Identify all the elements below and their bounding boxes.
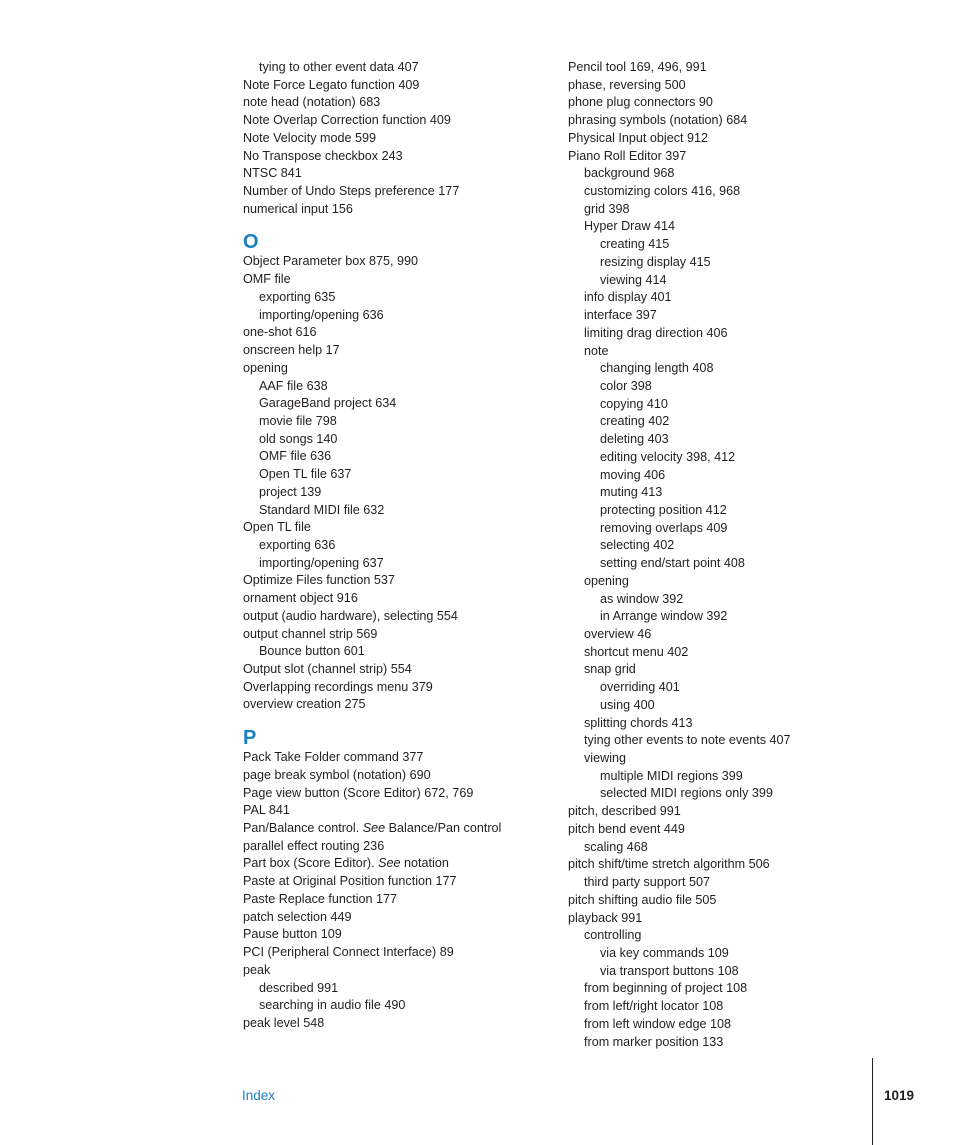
index-subentry: removing overlaps 409 — [600, 520, 728, 535]
index-subentry: project 139 — [259, 484, 322, 499]
index-subentry: described 991 — [259, 980, 339, 995]
index-subentry: background 968 — [584, 166, 675, 181]
index-subentry: using 400 — [600, 697, 655, 712]
index-entry: Object Parameter box 875, 990 — [243, 254, 419, 269]
index-entry: pitch shifting audio file 505 — [568, 892, 717, 907]
index-subentry: exporting 635 — [259, 289, 336, 304]
index-entry: Physical Input object 912 — [568, 130, 709, 145]
index-subentry: setting end/start point 408 — [600, 556, 745, 571]
see-target: notation — [400, 856, 449, 871]
index-entry: page break symbol (notation) 690 — [243, 767, 431, 782]
index-entry: Output slot (channel strip) 554 — [243, 662, 412, 676]
index-subentry: Open TL file 637 — [259, 467, 352, 482]
index-entry: overview creation 275 — [243, 697, 366, 712]
index-entry: PAL 841 — [243, 803, 290, 818]
index-subentry: editing velocity 398, 412 — [600, 449, 736, 464]
index-subentry: searching in audio file 490 — [259, 998, 406, 1013]
see-reference: See — [378, 856, 401, 871]
index-subentry: interface 397 — [584, 308, 657, 323]
see-reference: See — [362, 821, 386, 836]
index-subentry: color 398 — [600, 378, 652, 393]
entry-text: Part box (Score Editor). — [243, 856, 379, 871]
index-entry: output (audio hardware), selecting 554 — [243, 608, 458, 623]
index-subentry: overriding 401 — [600, 680, 680, 695]
index-subentry: selecting 402 — [600, 538, 675, 553]
index-subentry: opening — [584, 573, 629, 588]
index-subentry: from marker position 133 — [584, 1034, 724, 1049]
index-subentry: as window 392 — [600, 591, 684, 606]
index-subentry: old songs 140 — [259, 431, 338, 446]
index-subentry: third party support 507 — [584, 875, 711, 890]
index-subentry: Standard MIDI file 632 — [259, 502, 385, 517]
index-entry: onscreen help 17 — [243, 343, 340, 358]
index-subentry: snap grid — [584, 662, 636, 677]
index-entry: Paste Replace function 177 — [243, 891, 398, 906]
index-entry: Pencil tool 169, 496, 991 — [568, 60, 707, 74]
index-subentry: info display 401 — [584, 290, 672, 305]
index-entry — [243, 855, 543, 873]
entry-text: Pan/Balance control. — [243, 821, 363, 836]
index-entry: output channel strip 569 — [243, 626, 378, 641]
index-subentry: exporting 636 — [259, 537, 336, 552]
index-subentry: from beginning of project 108 — [584, 981, 748, 996]
index-entry: Pack Take Folder command 377 — [243, 750, 424, 765]
footer-divider — [872, 1058, 873, 1145]
index-entry: patch selection 449 — [243, 909, 352, 924]
index-entry: Note Force Legato function 409 — [243, 77, 420, 92]
index-subentry: viewing — [584, 751, 626, 766]
index-subentry: scaling 468 — [584, 839, 648, 854]
index-entry: Paste at Original Position function 177 — [243, 874, 457, 889]
index-entry: Note Velocity mode 599 — [243, 130, 377, 145]
index-subentry: overview 46 — [584, 627, 652, 641]
index-subentry: note — [584, 343, 609, 358]
index-entry: PCI (Peripheral Connect Interface) 89 — [243, 945, 454, 960]
page-number: 1019 — [884, 1088, 915, 1103]
index-entry: Piano Roll Editor 397 — [568, 148, 687, 163]
index-subentry: in Arrange window 392 — [600, 609, 728, 624]
index-subentry: tying to other event data 407 — [259, 60, 419, 74]
index-entry: pitch, described 991 — [568, 804, 681, 819]
index-entry: Page view button (Score Editor) 672, 769 — [243, 785, 474, 800]
index-column-right — [568, 59, 898, 1051]
index-subentry: resizing display 415 — [600, 254, 711, 269]
index-entry: opening — [243, 360, 288, 375]
index-subentry: protecting position 412 — [600, 502, 727, 517]
index-subentry: creating 402 — [600, 414, 670, 429]
index-entry: Open TL file — [243, 520, 311, 535]
index-entry: No Transpose checkbox 243 — [243, 148, 403, 163]
index-entry: Optimize Files function 537 — [243, 573, 395, 588]
index-subentry: splitting chords 413 — [584, 715, 693, 730]
index-subentry: changing length 408 — [600, 361, 714, 376]
section-letter-heading: O — [243, 231, 259, 254]
index-entry: phone plug connectors 90 — [568, 95, 713, 110]
index-entry: NTSC 841 — [243, 166, 302, 181]
index-subentry: limiting drag direction 406 — [584, 325, 728, 340]
index-entry: phase, reversing 500 — [568, 77, 686, 92]
index-subentry: multiple MIDI regions 399 — [600, 768, 743, 783]
index-subentry: Hyper Draw 414 — [584, 219, 675, 234]
index-subentry: copying 410 — [600, 396, 668, 411]
index-entry: Pause button 109 — [243, 927, 342, 942]
index-subentry: from left/right locator 108 — [584, 999, 724, 1014]
index-subentry: muting 413 — [600, 485, 663, 500]
index-entry: parallel effect routing 236 — [243, 838, 385, 853]
index-subentry: deleting 403 — [600, 432, 669, 447]
index-subentry: tying other events to note events 407 — [584, 733, 791, 748]
index-entry: Overlapping recordings menu 379 — [243, 679, 433, 694]
index-entry: Number of Undo Steps preference 177 — [243, 184, 460, 199]
footer-section-label: Index — [242, 1088, 276, 1103]
index-subentry: customizing colors 416, 968 — [584, 184, 741, 199]
index-subentry: shortcut menu 402 — [584, 644, 689, 659]
index-entry: Note Overlap Correction function 409 — [243, 113, 451, 128]
index-subentry: via transport buttons 108 — [600, 963, 739, 978]
index-subentry: GarageBand project 634 — [259, 396, 397, 411]
index-entry: ornament object 916 — [243, 591, 358, 606]
index-entry: peak level 548 — [243, 1015, 325, 1030]
index-entry: note head (notation) 683 — [243, 95, 381, 110]
index-subentry: AAF file 638 — [259, 378, 328, 393]
index-entry — [243, 820, 543, 838]
see-target: Balance/Pan control — [385, 821, 502, 836]
index-entry: playback 991 — [568, 910, 643, 925]
index-subentry: moving 406 — [600, 467, 666, 482]
section-letter-heading: P — [243, 727, 257, 750]
index-entry: pitch bend event 449 — [568, 821, 685, 836]
index-subentry: from left window edge 108 — [584, 1016, 732, 1031]
index-entry: phrasing symbols (notation) 684 — [568, 113, 748, 128]
index-subentry: movie file 798 — [259, 413, 337, 428]
index-subentry: grid 398 — [584, 201, 630, 216]
index-subentry: viewing 414 — [600, 272, 667, 287]
index-entry: pitch shift/time stretch algorithm 506 — [568, 857, 770, 872]
index-column-left — [243, 59, 543, 1033]
index-subentry: OMF file 636 — [259, 449, 332, 464]
index-subentry: selected MIDI regions only 399 — [600, 786, 773, 801]
index-subentry: controlling — [584, 928, 642, 943]
index-subentry: via key commands 109 — [600, 945, 729, 960]
index-entry: one-shot 616 — [243, 325, 317, 340]
index-entry: numerical input 156 — [243, 201, 353, 216]
index-subentry: creating 415 — [600, 237, 670, 252]
index-entry: OMF file — [243, 272, 291, 287]
index-entry: peak — [243, 962, 271, 977]
index-subentry: importing/opening 636 — [259, 307, 384, 322]
index-subentry: importing/opening 637 — [259, 555, 384, 570]
index-subentry: Bounce button 601 — [259, 644, 365, 659]
